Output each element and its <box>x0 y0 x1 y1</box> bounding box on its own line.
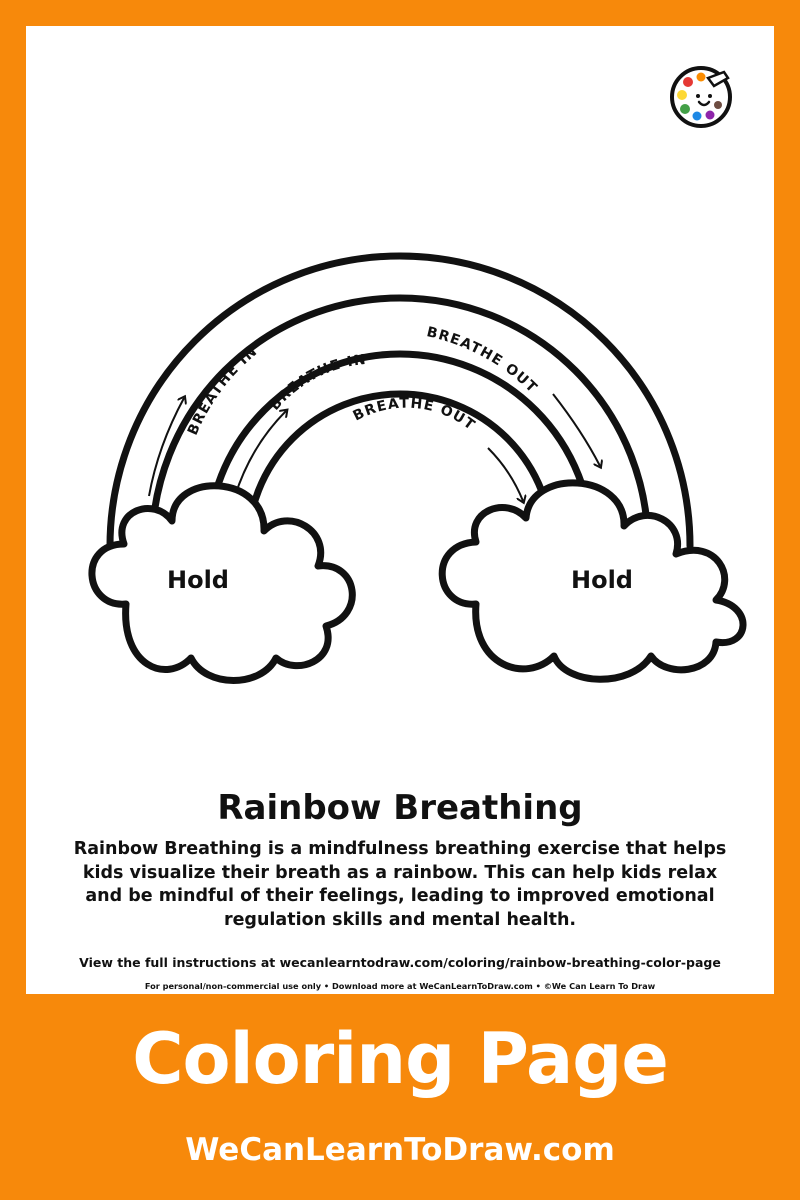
rainbow-illustration <box>26 26 774 746</box>
label-breathe-out-inner: BREATHE OUT <box>350 395 479 434</box>
label-breathe-in-outer: BREATHE IN <box>184 343 261 438</box>
page-title: Rainbow Breathing <box>217 788 583 828</box>
instructions-link-text: View the full instructions at wecanlearntodraw.com/coloring/rainbow-breathing-color-page <box>79 955 721 970</box>
banner-url: WeCanLearnToDraw.com <box>185 1132 615 1168</box>
arrow-down-right-inner <box>488 448 523 501</box>
copyright-notice: For personal/non-commercial use only • Download more at WeCanLearnToDraw.com • ©We Can Learn To Draw <box>144 981 656 991</box>
banner-title: Coloring Page <box>132 1018 668 1100</box>
description: Rainbow Breathing is a mindfulness breathing exercise that helps kids visualize their breath as a rainbow. This can help kids relax and be mindful of their feelings, leading to improved emotional regulation skills and mental health. <box>73 839 727 930</box>
cloud-right-label: Hold <box>571 566 633 594</box>
arrow-up-left-outer <box>149 398 184 496</box>
cloud-left-label: Hold <box>167 566 229 594</box>
arrow-down-right-outer <box>553 394 600 466</box>
paint-palette-icon <box>668 64 734 130</box>
coloring-sheet <box>26 26 774 994</box>
label-breathe-in-inner: BREATHE IN <box>266 351 368 414</box>
label-breathe-out-outer: BREATHE OUT <box>425 324 541 397</box>
